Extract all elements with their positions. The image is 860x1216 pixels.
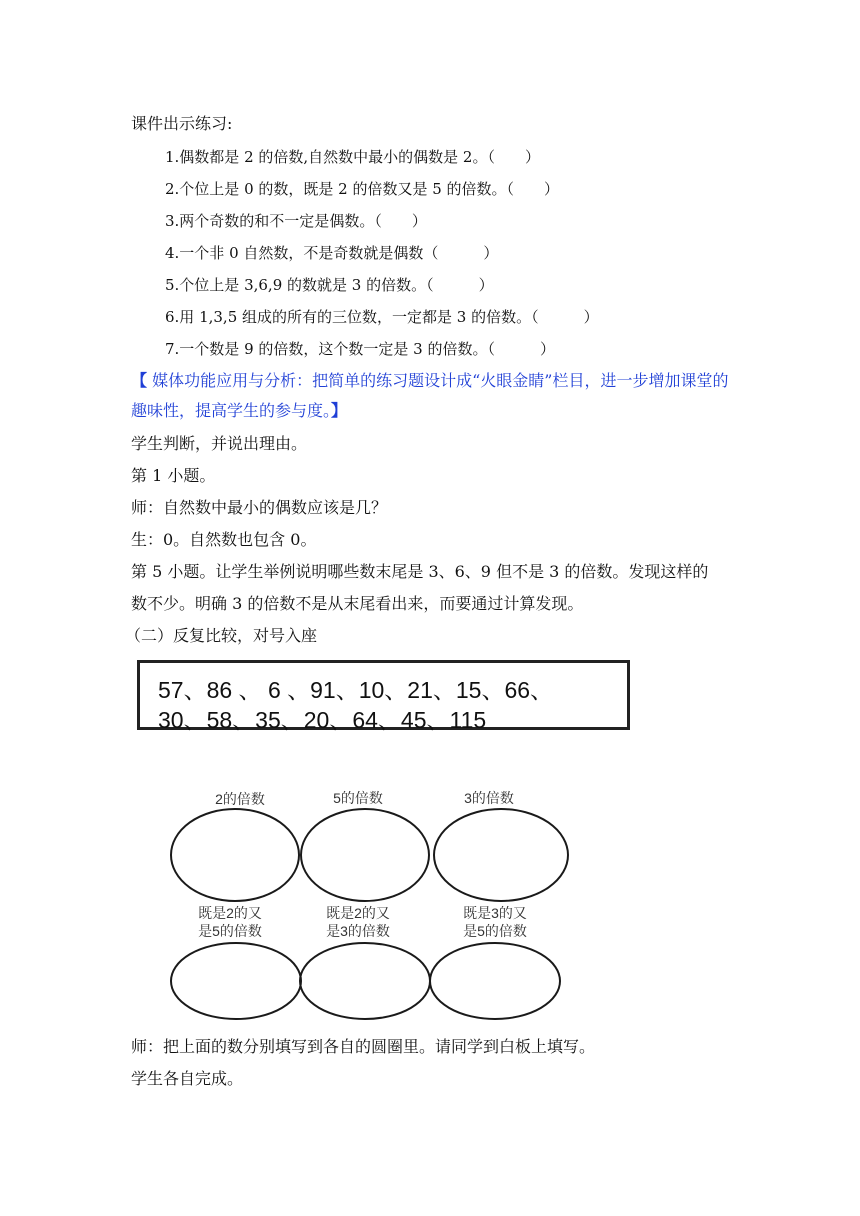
circle-both-3-and-5[interactable] [430, 943, 560, 1019]
label-multiple-of-2: 2的倍数 [215, 791, 265, 807]
exercise-4: 4.一个非 0 自然数，不是奇数就是偶数（ ） [165, 244, 499, 262]
label-multiple-of-5: 5的倍数 [333, 790, 383, 806]
label-both-2-and-5-line1: 既是2的又 [198, 905, 262, 921]
closing-teacher-instruction: 师：把上面的数分别填写到各自的圆圈里。请同学到白板上填写。 [131, 1037, 596, 1056]
number-row-1: 57、86 、 6 、91、10、21、15、66、 [158, 677, 554, 703]
paragraph-teacher-ask: 师：自然数中最小的偶数应该是几？ [131, 498, 388, 517]
exercise-6: 6.用 1,3,5 组成的所有的三位数，一定都是 3 的倍数。（ ） [165, 308, 599, 326]
label-both-3-and-5-line2: 是5的倍数 [463, 923, 527, 939]
closing-student-complete: 学生各自完成。 [131, 1069, 244, 1088]
exercise-5: 5.个位上是 3,6,9 的数就是 3 的倍数。（ ） [165, 276, 494, 294]
label-both-2-and-3-line1: 既是2的又 [326, 905, 390, 921]
paragraph-question-5-line1: 第 5 小题。让学生举例说明哪些数末尾是 3、6、9 但不是 3 的倍数。发现这样的 [131, 562, 709, 581]
exercise-1: 1.偶数都是 2 的倍数,自然数中最小的偶数是 2。（ ） [165, 148, 540, 166]
multiples-circle-diagram [155, 775, 575, 1025]
circle-both-2-and-5[interactable] [171, 943, 301, 1019]
circle-multiple-of-3[interactable] [434, 809, 568, 901]
intro-text: 课件出示练习: [131, 114, 233, 133]
exercise-3: 3.两个奇数的和不一定是偶数。（ ） [165, 212, 427, 230]
media-note [131, 366, 741, 426]
section-heading: （二）反复比较，对号入座 [125, 626, 318, 645]
exercise-2: 2.个位上是 0 的数，既是 2 的倍数又是 5 的倍数。（ ） [165, 180, 560, 198]
paragraph-student-judge: 学生判断，并说出理由。 [131, 434, 308, 453]
paragraph-question-1: 第 1 小题。 [131, 466, 216, 485]
label-both-2-and-3-line2: 是3的倍数 [326, 923, 390, 939]
media-note-close: 】 [331, 401, 348, 420]
label-both-2-and-5-line2: 是5的倍数 [198, 923, 262, 939]
label-multiple-of-3: 3的倍数 [464, 790, 514, 806]
circle-multiple-of-5[interactable] [301, 809, 429, 901]
circle-both-2-and-3[interactable] [300, 943, 430, 1019]
media-note-open: 【 [131, 371, 148, 390]
number-row-2: 30、58、35、20、64、45、115 [158, 707, 487, 733]
exercise-7: 7.一个数是 9 的倍数，这个数一定是 3 的倍数。（ ） [165, 340, 555, 358]
label-both-3-and-5-line1: 既是3的又 [463, 905, 527, 921]
media-note-text: 媒体功能应用与分析：把简单的练习题设计成“火眼金睛”栏目，进一步增加课堂的趣味性，提高学生的参与度。 [131, 371, 729, 420]
paragraph-question-5-line2: 数不少。明确 3 的倍数不是从末尾看出来，而要通过计算发现。 [131, 594, 584, 613]
number-box [137, 660, 630, 733]
paragraph-student-answer: 生：0。自然数也包含 0。 [131, 530, 317, 549]
circle-multiple-of-2[interactable] [171, 809, 299, 901]
